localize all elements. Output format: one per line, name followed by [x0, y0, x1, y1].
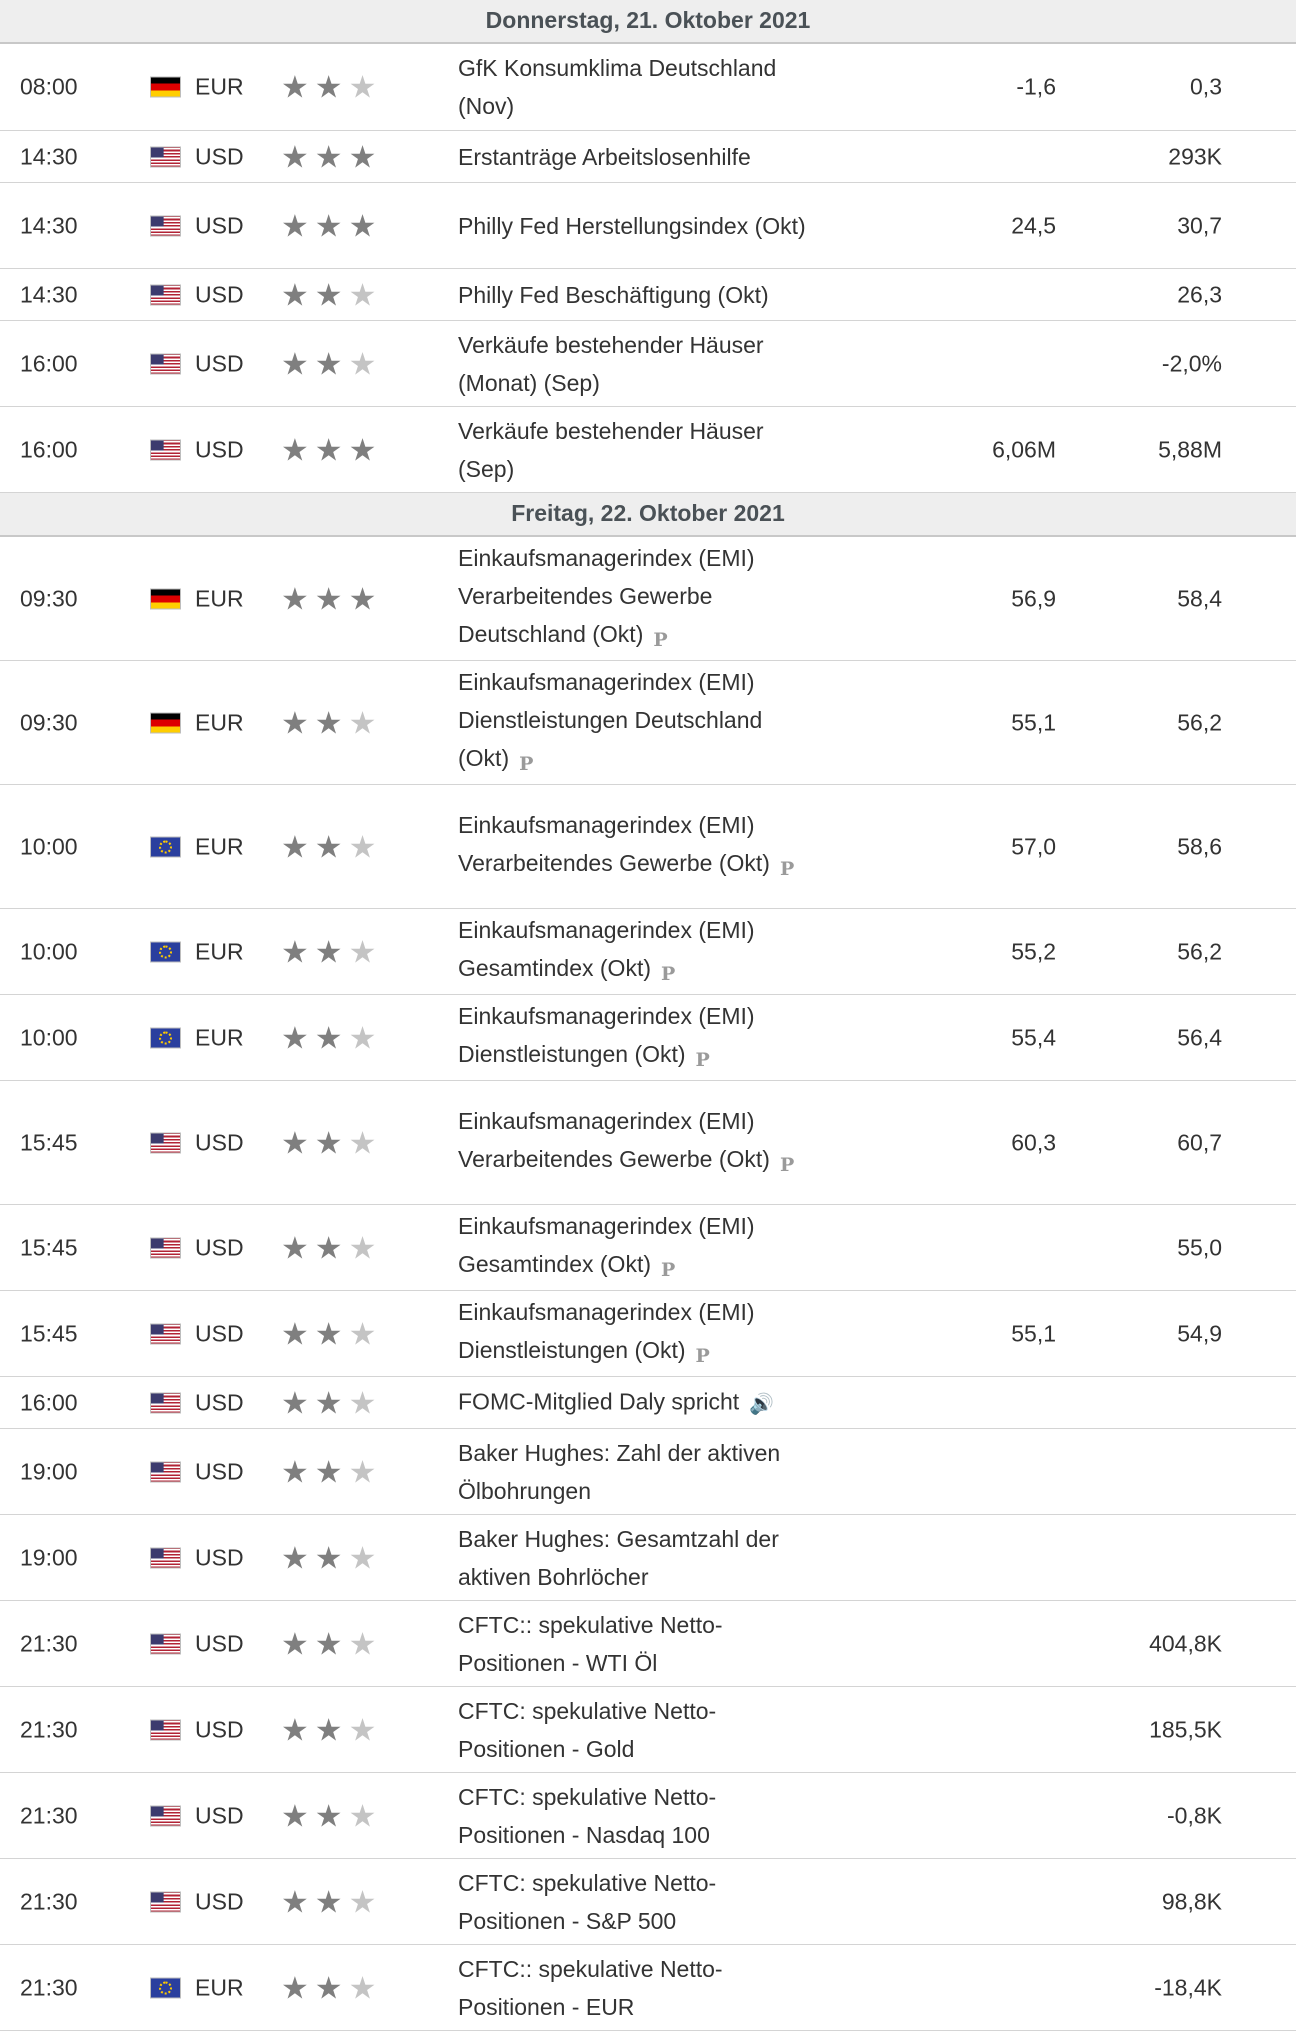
event-name-text: Erstanträge Arbeitslosenhilfe — [458, 143, 751, 170]
event-name[interactable] — [458, 1778, 758, 1854]
star-filled-icon: ★ — [281, 277, 309, 312]
event-previous: 293K — [1168, 143, 1222, 169]
event-name-text: Einkaufsmanagerindex (EMI) Verarbeitendes Gewerbe Deutschland (Okt) — [458, 544, 755, 647]
star-filled-icon: ★ — [314, 1884, 343, 1919]
event-name-text: Einkaufsmanagerindex (EMI) Dienstleistungen (Okt) — [458, 1298, 755, 1363]
event-name[interactable] — [458, 49, 818, 125]
event-currency: USD — [195, 1458, 244, 1484]
event-row[interactable] — [0, 995, 1296, 1081]
importance-stars — [281, 831, 376, 862]
importance-stars — [281, 1628, 376, 1659]
importance-stars — [281, 1972, 376, 2003]
event-previous: -18,4K — [1154, 1974, 1222, 2000]
event-name[interactable] — [458, 1102, 818, 1184]
star-filled-icon: ★ — [281, 1712, 309, 1747]
speaker-icon: 🔊 — [749, 1393, 775, 1415]
star-filled-icon: ★ — [314, 1385, 343, 1420]
event-previous: 185,5K — [1149, 1716, 1222, 1742]
star-filled-icon: ★ — [314, 1125, 343, 1160]
importance-stars — [281, 1232, 376, 1263]
event-row[interactable] — [0, 537, 1296, 661]
importance-stars — [281, 279, 376, 310]
event-previous: 55,0 — [1177, 1234, 1222, 1260]
flag-us-icon — [150, 215, 181, 236]
event-row[interactable] — [0, 1773, 1296, 1859]
star-filled-icon: ★ — [281, 1626, 309, 1661]
star-filled-icon: ★ — [281, 346, 309, 381]
star-filled-icon: ★ — [281, 1316, 309, 1351]
event-forecast: 60,3 — [1011, 1129, 1056, 1155]
event-time: 16:00 — [20, 350, 78, 376]
star-filled-icon: ★ — [348, 208, 377, 243]
star-filled-icon: ★ — [281, 208, 309, 243]
event-name-text: Einkaufsmanagerindex (EMI) Gesamtindex (Okt) — [458, 916, 755, 981]
flag-eu-icon — [150, 1027, 181, 1048]
event-previous: 56,2 — [1177, 709, 1222, 735]
event-currency: USD — [195, 1544, 244, 1570]
event-name-text: CFTC:: spekulative Netto-Positionen - WTI Öl — [458, 1611, 723, 1676]
star-empty-icon: ★ — [348, 829, 377, 864]
event-currency: EUR — [195, 709, 244, 735]
event-currency: USD — [195, 1234, 244, 1260]
importance-stars — [281, 1456, 376, 1487]
event-name[interactable] — [458, 1950, 758, 2026]
star-filled-icon: ★ — [314, 1712, 343, 1747]
importance-stars — [281, 1542, 376, 1573]
importance-stars — [281, 707, 376, 738]
importance-stars — [281, 936, 376, 967]
event-name-text: Philly Fed Herstellungsindex (Okt) — [458, 212, 806, 239]
star-filled-icon: ★ — [348, 432, 377, 467]
event-row[interactable] — [0, 1205, 1296, 1291]
eu-stars-icon — [159, 945, 172, 958]
star-empty-icon: ★ — [348, 1316, 377, 1351]
star-filled-icon: ★ — [281, 1230, 309, 1265]
star-empty-icon: ★ — [348, 1454, 377, 1489]
flag-us-icon — [150, 1633, 181, 1654]
eu-stars-icon — [159, 1031, 172, 1044]
importance-stars — [281, 1022, 376, 1053]
star-filled-icon: ★ — [281, 829, 309, 864]
event-row[interactable] — [0, 183, 1296, 269]
event-currency: USD — [195, 1802, 244, 1828]
event-time: 16:00 — [20, 436, 78, 462]
event-name[interactable] — [458, 1520, 798, 1596]
importance-stars — [281, 69, 377, 105]
event-time: 14:30 — [20, 281, 78, 307]
event-name[interactable] — [458, 1692, 758, 1768]
flag-us-icon — [150, 1461, 181, 1482]
event-name-text: Baker Hughes: Zahl der aktiven Ölbohrungen — [458, 1439, 781, 1504]
star-filled-icon: ★ — [314, 1540, 343, 1575]
event-previous: 26,3 — [1177, 281, 1222, 307]
event-previous: 58,4 — [1177, 585, 1222, 611]
star-filled-icon: ★ — [281, 1125, 309, 1160]
event-row[interactable] — [0, 131, 1296, 183]
event-currency: USD — [195, 1888, 244, 1914]
event-currency: EUR — [195, 938, 244, 964]
day-header: Freitag, 22. Oktober 2021 — [0, 493, 1296, 537]
event-previous: 58,6 — [1177, 833, 1222, 859]
event-currency: EUR — [195, 585, 244, 611]
event-row[interactable] — [0, 909, 1296, 995]
event-previous: -0,8K — [1167, 1802, 1222, 1828]
event-name-text: FOMC-Mitglied Daly spricht — [458, 1388, 740, 1414]
star-filled-icon: ★ — [348, 581, 377, 616]
event-currency: EUR — [195, 833, 244, 859]
event-row[interactable] — [0, 407, 1296, 493]
event-row[interactable] — [0, 1945, 1296, 2031]
importance-stars — [281, 348, 376, 379]
star-empty-icon: ★ — [348, 1125, 377, 1160]
preliminary-badge: P — [779, 857, 795, 880]
star-empty-icon: ★ — [348, 1385, 377, 1420]
flag-us-icon — [150, 146, 181, 167]
flag-us-icon — [150, 284, 181, 305]
event-forecast: -1,6 — [1016, 73, 1056, 100]
star-filled-icon: ★ — [281, 139, 309, 174]
star-filled-icon: ★ — [314, 1626, 343, 1661]
event-name-text: CFTC: spekulative Netto-Positionen - Gold — [458, 1697, 717, 1762]
star-filled-icon: ★ — [314, 1454, 343, 1489]
event-time: 10:00 — [20, 938, 78, 964]
preliminary-badge: P — [653, 628, 668, 651]
event-name[interactable] — [458, 138, 818, 176]
event-name[interactable] — [458, 276, 818, 314]
event-previous: 30,7 — [1177, 212, 1222, 238]
event-currency: USD — [195, 1320, 244, 1346]
event-time: 15:45 — [20, 1234, 78, 1260]
flag-eu-icon — [150, 1977, 181, 1998]
event-row[interactable] — [0, 785, 1296, 909]
event-currency: USD — [195, 212, 244, 238]
star-empty-icon: ★ — [348, 69, 377, 105]
star-empty-icon: ★ — [348, 1020, 377, 1055]
event-name[interactable] — [458, 207, 818, 245]
event-row[interactable] — [0, 44, 1296, 131]
event-forecast: 6,06M — [992, 436, 1056, 462]
event-name[interactable] — [458, 911, 818, 993]
star-empty-icon: ★ — [348, 1626, 377, 1661]
event-time: 21:30 — [20, 1802, 78, 1828]
eu-stars-icon — [159, 840, 172, 853]
star-empty-icon: ★ — [348, 934, 377, 969]
flag-de-icon — [150, 712, 181, 733]
event-row[interactable] — [0, 661, 1296, 785]
event-row[interactable] — [0, 1601, 1296, 1687]
event-previous: 54,9 — [1177, 1320, 1222, 1346]
event-currency: USD — [195, 1389, 244, 1415]
event-forecast: 57,0 — [1011, 833, 1056, 859]
event-currency: USD — [195, 143, 244, 169]
star-filled-icon: ★ — [314, 829, 343, 864]
importance-stars — [281, 434, 376, 465]
event-name-text: Philly Fed Beschäftigung (Okt) — [458, 281, 769, 308]
star-filled-icon: ★ — [314, 1316, 343, 1351]
event-name-text: Einkaufsmanagerindex (EMI) Verarbeitendes Gewerbe (Okt) — [458, 1107, 770, 1172]
event-name[interactable] — [458, 326, 788, 402]
star-filled-icon: ★ — [314, 1970, 343, 2005]
importance-stars — [281, 210, 376, 241]
event-name[interactable] — [458, 1606, 758, 1682]
event-previous: -2,0% — [1161, 350, 1222, 376]
star-filled-icon: ★ — [314, 139, 343, 174]
star-empty-icon: ★ — [348, 1884, 377, 1919]
event-time: 21:30 — [20, 1974, 78, 2000]
event-row[interactable] — [0, 1429, 1296, 1515]
event-row[interactable] — [0, 1291, 1296, 1377]
star-empty-icon: ★ — [348, 346, 377, 381]
flag-us-icon — [150, 1132, 181, 1153]
event-currency: USD — [195, 281, 244, 307]
star-filled-icon: ★ — [314, 277, 343, 312]
star-filled-icon: ★ — [281, 1020, 309, 1055]
preliminary-badge: P — [661, 962, 676, 985]
event-currency: USD — [195, 1129, 244, 1155]
event-name-text: CFTC: spekulative Netto-Positionen - Nasdaq 100 — [458, 1783, 717, 1848]
flag-us-icon — [150, 1719, 181, 1740]
event-name[interactable] — [458, 663, 818, 783]
event-forecast: 56,9 — [1011, 585, 1056, 611]
event-name-text: GfK Konsumklima Deutschland (Nov) — [458, 55, 777, 119]
star-empty-icon: ★ — [348, 277, 377, 312]
star-filled-icon: ★ — [281, 1884, 309, 1919]
event-name[interactable] — [458, 1434, 818, 1510]
star-filled-icon: ★ — [281, 705, 309, 740]
event-time: 19:00 — [20, 1544, 78, 1570]
star-filled-icon: ★ — [314, 69, 343, 105]
star-empty-icon: ★ — [348, 1540, 377, 1575]
event-row[interactable] — [0, 321, 1296, 407]
eu-stars-icon — [159, 1981, 172, 1994]
event-row[interactable] — [0, 269, 1296, 321]
event-forecast: 55,1 — [1011, 709, 1056, 735]
event-currency: USD — [195, 1716, 244, 1742]
event-name-text: Verkäufe bestehender Häuser (Sep) — [458, 417, 764, 482]
flag-us-icon — [150, 439, 181, 460]
importance-stars — [281, 1318, 376, 1349]
star-filled-icon: ★ — [281, 432, 309, 467]
event-forecast: 55,2 — [1011, 938, 1056, 964]
event-name[interactable] — [458, 412, 788, 488]
star-filled-icon: ★ — [314, 1020, 343, 1055]
flag-de-icon — [150, 588, 181, 609]
star-empty-icon: ★ — [348, 1712, 377, 1747]
event-time: 15:45 — [20, 1129, 78, 1155]
event-name[interactable] — [458, 1207, 818, 1289]
event-previous: 0,3 — [1190, 73, 1222, 100]
event-currency: EUR — [195, 1024, 244, 1050]
event-currency: USD — [195, 350, 244, 376]
event-currency: USD — [195, 436, 244, 462]
preliminary-badge: P — [695, 1344, 710, 1367]
event-forecast: 55,1 — [1011, 1320, 1056, 1346]
event-time: 10:00 — [20, 1024, 78, 1050]
event-forecast: 24,5 — [1011, 212, 1056, 238]
event-name[interactable] — [458, 806, 818, 888]
star-filled-icon: ★ — [281, 581, 309, 616]
event-previous: 5,88M — [1158, 436, 1222, 462]
event-row[interactable] — [0, 1859, 1296, 1945]
importance-stars — [281, 1800, 376, 1831]
star-filled-icon: ★ — [314, 432, 343, 467]
flag-de-icon — [150, 77, 181, 98]
event-time: 19:00 — [20, 1458, 78, 1484]
star-filled-icon: ★ — [281, 1970, 309, 2005]
event-row[interactable] — [0, 1687, 1296, 1773]
flag-us-icon — [150, 1323, 181, 1344]
flag-us-icon — [150, 1237, 181, 1258]
event-time: 10:00 — [20, 833, 78, 859]
star-filled-icon: ★ — [281, 1385, 309, 1420]
event-name-text: CFTC:: spekulative Netto-Positionen - EUR — [458, 1955, 723, 2020]
star-filled-icon: ★ — [281, 1540, 309, 1575]
preliminary-badge: P — [695, 1048, 710, 1071]
event-time: 21:30 — [20, 1888, 78, 1914]
event-name-text: Verkäufe bestehender Häuser (Monat) (Sep) — [458, 331, 764, 396]
event-time: 14:30 — [20, 143, 78, 169]
star-filled-icon: ★ — [281, 1454, 309, 1489]
event-name-text: Einkaufsmanagerindex (EMI) Dienstleistungen Deutschland (Okt) — [458, 668, 763, 771]
importance-stars — [281, 583, 376, 614]
preliminary-badge: P — [779, 1153, 795, 1176]
star-filled-icon: ★ — [314, 208, 343, 243]
star-filled-icon: ★ — [314, 934, 343, 969]
event-name-text: Baker Hughes: Gesamtzahl der aktiven Bohrlöcher — [458, 1525, 779, 1590]
event-time: 21:30 — [20, 1630, 78, 1656]
flag-us-icon — [150, 1392, 181, 1413]
star-filled-icon: ★ — [314, 346, 343, 381]
event-name[interactable] — [458, 997, 818, 1079]
star-filled-icon: ★ — [314, 705, 343, 740]
star-filled-icon: ★ — [281, 934, 309, 969]
event-name[interactable] — [458, 1293, 818, 1375]
event-previous: 404,8K — [1149, 1630, 1222, 1656]
event-time: 16:00 — [20, 1389, 78, 1415]
preliminary-badge: P — [661, 1258, 676, 1281]
event-previous: 60,7 — [1177, 1129, 1222, 1155]
event-name-text: Einkaufsmanagerindex (EMI) Verarbeitendes Gewerbe (Okt) — [458, 811, 770, 876]
importance-stars — [281, 1714, 376, 1745]
star-filled-icon: ★ — [281, 1798, 309, 1833]
event-name[interactable] — [458, 1382, 818, 1423]
flag-eu-icon — [150, 836, 181, 857]
star-empty-icon: ★ — [348, 1798, 377, 1833]
flag-us-icon — [150, 1805, 181, 1826]
star-empty-icon: ★ — [348, 1970, 377, 2005]
event-forecast: 55,4 — [1011, 1024, 1056, 1050]
flag-us-icon — [150, 1547, 181, 1568]
event-previous: 98,8K — [1161, 1888, 1222, 1914]
flag-us-icon — [150, 1891, 181, 1912]
event-time: 14:30 — [20, 212, 78, 238]
importance-stars — [281, 1886, 376, 1917]
importance-stars — [281, 1387, 376, 1418]
star-filled-icon: ★ — [348, 139, 377, 174]
event-name-text: Einkaufsmanagerindex (EMI) Dienstleistungen (Okt) — [458, 1002, 755, 1067]
event-name-text: Einkaufsmanagerindex (EMI) Gesamtindex (Okt) — [458, 1212, 755, 1277]
day-header: Donnerstag, 21. Oktober 2021 — [0, 0, 1296, 44]
event-time: 21:30 — [20, 1716, 78, 1742]
event-previous: 56,2 — [1177, 938, 1222, 964]
event-name[interactable] — [458, 539, 818, 659]
event-time: 09:30 — [20, 585, 78, 611]
importance-stars — [281, 141, 376, 172]
flag-eu-icon — [150, 941, 181, 962]
importance-stars — [281, 1127, 376, 1158]
event-time: 09:30 — [20, 709, 78, 735]
event-currency: USD — [195, 1630, 244, 1656]
flag-us-icon — [150, 353, 181, 374]
event-name[interactable] — [458, 1864, 758, 1940]
event-row[interactable] — [0, 1377, 1296, 1429]
preliminary-badge: P — [519, 752, 534, 775]
event-row[interactable] — [0, 1515, 1296, 1601]
event-previous: 56,4 — [1177, 1024, 1222, 1050]
star-filled-icon: ★ — [314, 1798, 343, 1833]
star-filled-icon: ★ — [314, 581, 343, 616]
star-empty-icon: ★ — [348, 705, 377, 740]
event-row[interactable] — [0, 1081, 1296, 1205]
star-empty-icon: ★ — [348, 1230, 377, 1265]
event-currency: EUR — [195, 1974, 244, 2000]
event-currency: EUR — [195, 73, 244, 100]
event-time: 08:00 — [20, 73, 78, 100]
event-name-text: CFTC: spekulative Netto-Positionen - S&P 500 — [458, 1869, 717, 1934]
event-time: 15:45 — [20, 1320, 78, 1346]
star-filled-icon: ★ — [314, 1230, 343, 1265]
star-filled-icon: ★ — [281, 69, 309, 105]
